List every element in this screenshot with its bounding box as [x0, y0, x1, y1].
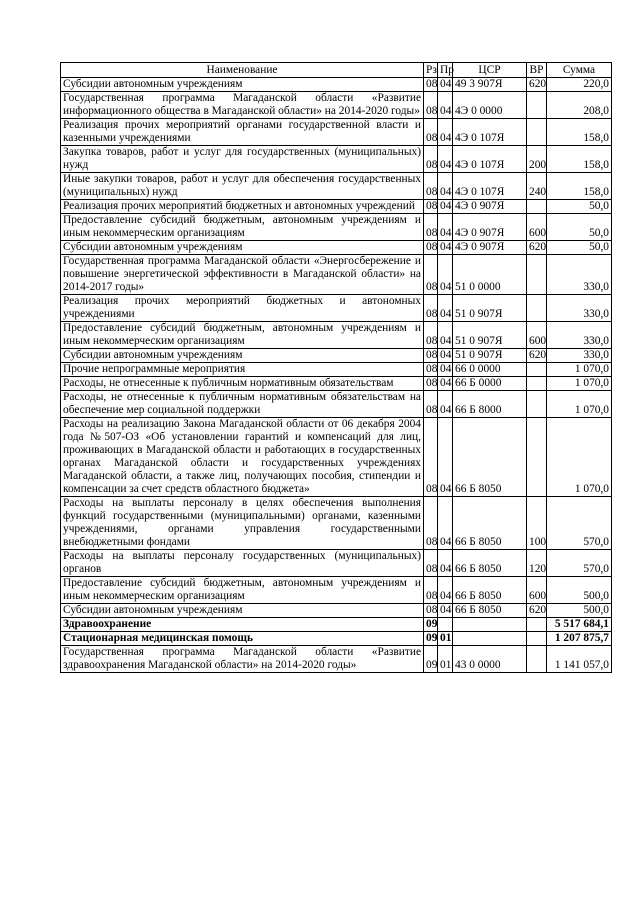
cell-rz: 08 [424, 418, 438, 497]
cell-name: Расходы, не отнесенные к публичным нормативным обязательствам на обеспечение мер социальной поддержки [61, 391, 424, 418]
cell-vr: 100 [527, 497, 547, 550]
cell-sum: 1 207 875,7 [547, 632, 612, 646]
cell-name: Предоставление субсидий бюджетным, автономным учреждениям и иным некоммерческим организациям [61, 214, 424, 241]
cell-csr: 4Э 0 107Я [453, 173, 527, 200]
header-sum: Сумма [547, 63, 612, 78]
cell-rz: 08 [424, 146, 438, 173]
cell-rz: 08 [424, 577, 438, 604]
cell-name: Реализация прочих мероприятий бюджетных и автономных учреждений [61, 200, 424, 214]
cell-vr: 600 [527, 577, 547, 604]
cell-name: Субсидии автономным учреждениям [61, 78, 424, 92]
cell-csr: 4Э 0 907Я [453, 241, 527, 255]
cell-pr: 04 [438, 255, 453, 295]
cell-sum: 158,0 [547, 119, 612, 146]
cell-name: Предоставление субсидий бюджетным, автономным учреждениям и иным некоммерческим организациям [61, 322, 424, 349]
header-vr: ВР [527, 63, 547, 78]
cell-vr [527, 363, 547, 377]
cell-sum: 158,0 [547, 173, 612, 200]
cell-pr: 04 [438, 377, 453, 391]
cell-rz: 08 [424, 391, 438, 418]
table-row [61, 604, 612, 618]
cell-pr [438, 618, 453, 632]
budget-document-page [60, 62, 611, 673]
cell-csr: 66 Б 8050 [453, 550, 527, 577]
table-row [61, 78, 612, 92]
cell-pr: 04 [438, 200, 453, 214]
cell-sum: 1 070,0 [547, 377, 612, 391]
cell-rz: 09 [424, 632, 438, 646]
cell-name: Государственная программа Магаданской области «Развитие информационного общества в Магаданской области» на 2014-2020 годы» [61, 92, 424, 119]
cell-vr [527, 391, 547, 418]
cell-name: Предоставление субсидий бюджетным, автономным учреждениям и иным некоммерческим организациям [61, 577, 424, 604]
table-row [61, 146, 612, 173]
cell-sum: 50,0 [547, 214, 612, 241]
cell-rz: 08 [424, 550, 438, 577]
cell-vr: 120 [527, 550, 547, 577]
cell-rz: 08 [424, 604, 438, 618]
cell-rz: 08 [424, 497, 438, 550]
cell-csr: 66 Б 8050 [453, 418, 527, 497]
cell-sum: 500,0 [547, 604, 612, 618]
table-row [61, 646, 612, 673]
table-row [61, 377, 612, 391]
cell-pr: 04 [438, 214, 453, 241]
cell-pr: 04 [438, 604, 453, 618]
table-row [61, 363, 612, 377]
cell-csr: 4Э 0 907Я [453, 214, 527, 241]
cell-sum: 330,0 [547, 255, 612, 295]
table-row [61, 577, 612, 604]
cell-csr: 66 Б 8050 [453, 604, 527, 618]
cell-rz: 08 [424, 241, 438, 255]
table-row [61, 391, 612, 418]
cell-sum: 570,0 [547, 497, 612, 550]
cell-name: Расходы на реализацию Закона Магаданской области от 06 декабря 2004 года №507-ОЗ «Об установлении гарантий и компенсаций для лиц, проживающих в Магаданской области и работающих в государственных органах Магаданской области и государственных учреждениях Магаданской области, а также лиц, получающих пособия, стипендии и компенсации за счет средств областного бюджета» [61, 418, 424, 497]
table-row [61, 618, 612, 632]
table-row [61, 295, 612, 322]
cell-pr: 04 [438, 322, 453, 349]
cell-csr: 4Э 0 0000 [453, 92, 527, 119]
cell-sum: 570,0 [547, 550, 612, 577]
cell-sum: 330,0 [547, 322, 612, 349]
cell-sum: 158,0 [547, 146, 612, 173]
cell-name: Реализация прочих мероприятий органами государственной власти и казенными учреждениями [61, 119, 424, 146]
cell-rz: 09 [424, 618, 438, 632]
cell-rz: 08 [424, 200, 438, 214]
table-row [61, 119, 612, 146]
table-row [61, 92, 612, 119]
cell-sum: 50,0 [547, 241, 612, 255]
cell-pr: 04 [438, 497, 453, 550]
budget-table [60, 62, 612, 673]
table-header-row [61, 63, 612, 78]
cell-vr [527, 200, 547, 214]
cell-csr: 49 3 907Я [453, 78, 527, 92]
cell-sum: 220,0 [547, 78, 612, 92]
cell-vr [527, 255, 547, 295]
cell-rz: 08 [424, 377, 438, 391]
cell-vr: 200 [527, 146, 547, 173]
cell-pr: 04 [438, 577, 453, 604]
cell-pr: 04 [438, 391, 453, 418]
cell-sum: 50,0 [547, 200, 612, 214]
cell-csr: 66 0 0000 [453, 363, 527, 377]
cell-pr: 04 [438, 119, 453, 146]
cell-vr: 620 [527, 78, 547, 92]
cell-csr: 51 0 0000 [453, 255, 527, 295]
cell-csr: 51 0 907Я [453, 295, 527, 322]
cell-pr: 01 [438, 646, 453, 673]
table-row [61, 200, 612, 214]
cell-name: Государственная программа Магаданской области «Энергосбережение и повышение энергетической эффективности в Магаданской области» на 2014-2017 годы» [61, 255, 424, 295]
cell-name: Субсидии автономным учреждениям [61, 349, 424, 363]
cell-vr: 600 [527, 322, 547, 349]
cell-rz: 08 [424, 295, 438, 322]
cell-name: Реализация прочих мероприятий бюджетных и автономных учреждениями [61, 295, 424, 322]
cell-sum: 500,0 [547, 577, 612, 604]
cell-name: Субсидии автономным учреждениям [61, 241, 424, 255]
cell-rz: 08 [424, 78, 438, 92]
cell-pr: 04 [438, 173, 453, 200]
cell-vr: 240 [527, 173, 547, 200]
cell-name: Государственная программа Магаданской области «Развитие здравоохранения Магаданской области» на 2014-2020 годы» [61, 646, 424, 673]
cell-vr: 620 [527, 241, 547, 255]
table-row [61, 497, 612, 550]
cell-pr: 04 [438, 295, 453, 322]
cell-vr [527, 377, 547, 391]
cell-rz: 08 [424, 119, 438, 146]
cell-sum: 208,0 [547, 92, 612, 119]
cell-csr: 4Э 0 907Я [453, 200, 527, 214]
table-row [61, 550, 612, 577]
cell-csr: 4Э 0 107Я [453, 146, 527, 173]
cell-csr [453, 632, 527, 646]
table-row [61, 173, 612, 200]
cell-sum: 330,0 [547, 295, 612, 322]
table-row [61, 255, 612, 295]
header-rz: Рз [424, 63, 438, 78]
cell-name: Закупка товаров, работ и услуг для государственных (муниципальных) нужд [61, 146, 424, 173]
cell-vr [527, 618, 547, 632]
cell-name: Расходы, не отнесенные к публичным нормативным обязательствам [61, 377, 424, 391]
cell-sum: 1 141 057,0 [547, 646, 612, 673]
cell-pr: 04 [438, 418, 453, 497]
cell-csr: 51 0 907Я [453, 349, 527, 363]
cell-csr [453, 618, 527, 632]
cell-sum: 1 070,0 [547, 363, 612, 377]
cell-sum: 1 070,0 [547, 391, 612, 418]
table-row [61, 214, 612, 241]
cell-name: Стационарная медицинская помощь [61, 632, 424, 646]
cell-csr: 43 0 0000 [453, 646, 527, 673]
cell-pr: 04 [438, 241, 453, 255]
cell-sum: 5 517 684,1 [547, 618, 612, 632]
table-row [61, 632, 612, 646]
cell-pr: 04 [438, 363, 453, 377]
cell-vr: 620 [527, 349, 547, 363]
cell-name: Расходы на выплаты персоналу в целях обеспечения выполнения функций государственными (муниципальными) органами, казенными учреждениями, органами управления государственными внебюджетными фондами [61, 497, 424, 550]
cell-rz: 08 [424, 92, 438, 119]
cell-rz: 08 [424, 173, 438, 200]
table-row [61, 418, 612, 497]
cell-vr [527, 646, 547, 673]
cell-pr: 04 [438, 146, 453, 173]
cell-name: Иные закупки товаров, работ и услуг для обеспечения государственных (муниципальных) нужд [61, 173, 424, 200]
cell-pr: 04 [438, 92, 453, 119]
cell-rz: 08 [424, 214, 438, 241]
cell-vr [527, 119, 547, 146]
table-row [61, 322, 612, 349]
cell-name: Здравоохранение [61, 618, 424, 632]
cell-csr: 4Э 0 107Я [453, 119, 527, 146]
table-row [61, 349, 612, 363]
cell-rz: 08 [424, 255, 438, 295]
cell-name: Расходы на выплаты персоналу государственных (муниципальных) органов [61, 550, 424, 577]
cell-sum: 1 070,0 [547, 418, 612, 497]
cell-vr [527, 295, 547, 322]
cell-rz: 08 [424, 322, 438, 349]
header-pr: Пр [438, 63, 453, 78]
cell-vr [527, 418, 547, 497]
cell-rz: 08 [424, 349, 438, 363]
cell-csr: 66 Б 0000 [453, 377, 527, 391]
table-row [61, 241, 612, 255]
cell-csr: 66 Б 8000 [453, 391, 527, 418]
cell-vr [527, 632, 547, 646]
cell-csr: 66 Б 8050 [453, 497, 527, 550]
cell-rz: 09 [424, 646, 438, 673]
cell-vr: 600 [527, 214, 547, 241]
cell-csr: 51 0 907Я [453, 322, 527, 349]
cell-pr: 04 [438, 550, 453, 577]
cell-pr: 04 [438, 78, 453, 92]
cell-csr: 66 Б 8050 [453, 577, 527, 604]
cell-pr: 01 [438, 632, 453, 646]
cell-vr: 620 [527, 604, 547, 618]
cell-name: Субсидии автономным учреждениям [61, 604, 424, 618]
cell-name: Прочие непрограммные мероприятия [61, 363, 424, 377]
header-csr: ЦСР [453, 63, 527, 78]
cell-pr: 04 [438, 349, 453, 363]
header-name: Наименование [61, 63, 424, 78]
cell-vr [527, 92, 547, 119]
cell-sum: 330,0 [547, 349, 612, 363]
cell-rz: 08 [424, 363, 438, 377]
